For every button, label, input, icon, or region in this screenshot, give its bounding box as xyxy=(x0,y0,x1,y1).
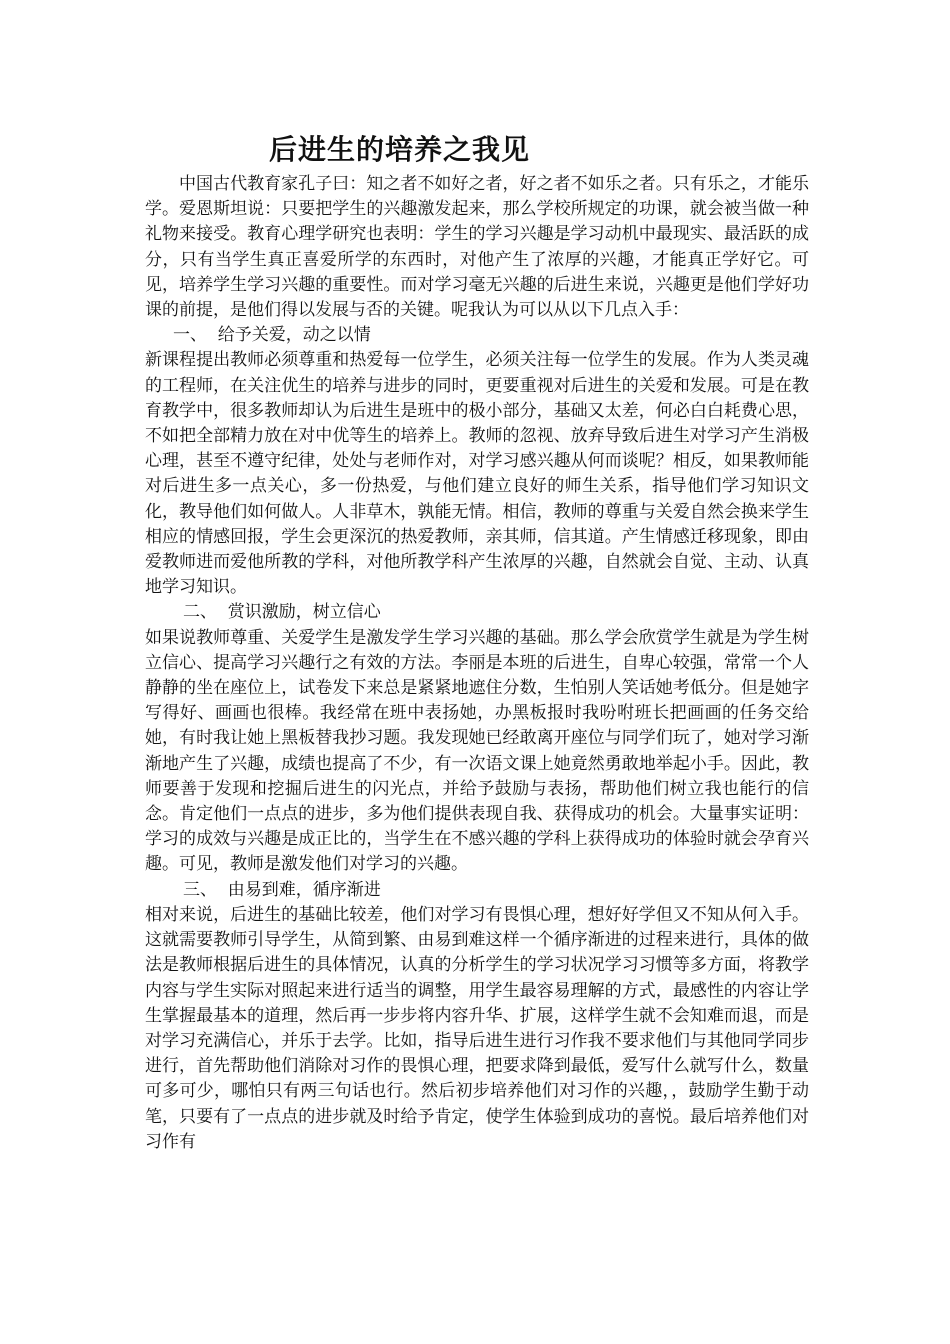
document-title: 后进生的培养之我见 xyxy=(269,133,531,166)
intro-paragraph: 中国古代教育家孔子曰：知之者不如好之者，好之者不如乐之者。只有乐之，才能乐学。爱恩斯坦说：只要把学生的兴趣激发起来，那么学校所规定的功课，就会被当做一种礼物来接受。教育心理学研究也表明：学生的学习兴趣是学习动机中最现实、最活跃的成分，只有当学生真正喜爱所学的东西时，对他产生了浓厚的兴趣，才能真正学好它。可见，培养学生学习兴趣的重要性。而对学习毫无兴趣的后进生来说，兴趣更是他们学好功课的前提，是他们得以发展与否的关键。呢我认为可以从以下几点入手： xyxy=(145,174,809,321)
section-body-1: 新课程提出教师必须尊重和热爱每一位学生，必须关注每一位学生的发展。作为人类灵魂的工程师，在关注优生的培养与进步的同时，更要重视对后进生的关爱和发展。可是在教育教学中，很多教师却认为后进生是班中的极小部分，基础又太差，何必白白耗费心思，不如把全部精力放在对中优等生的培养上。教师的忽视、放弃导致后进生对学习产生消极心理，甚至不遵守纪律，处处与老师作对，对学习感兴趣从何而谈呢？相反，如果教师能对后进生多一点关心，多一份热爱，与他们建立良好的师生关系，指导他们学习知识文化，教导他们如何做人。人非草木，孰能无情。相信，教师的尊重与关爱自然会换来学生相应的情感回报，学生会更深沉的热爱教师，亲其师，信其道。产生情感迁移现象，即由爱教师进而爱他所教的学科，对他所教学科产生浓厚的兴趣，自然就会自觉、主动、认真地学习知识。 xyxy=(145,350,809,598)
section-body-3: 相对来说，后进生的基础比较差，他们对学习有畏惧心理，想好好学但又不知从何入手。这就需要教师引导学生，从简到繁、由易到难这样一个循序渐进的过程来进行，具体的做法是教师根据后进生的具体情况，认真的分析学生的学习状况学习习惯等多方面，将教学内容与学生实际对照起来进行适当的调整，用学生最容易理解的方式，最感性的内容让学生掌握最基本的道理，然后再一步步将内容升华、扩展，这样学生就不会知难而退，而是对学习充满信心，并乐于去学。比如，指导后进生进行习作我不要求他们与其他同学同步进行，首先帮助他们消除对习作的畏惧心理，把要求降到最低，爱写什么就写什么，数量可多可少，哪怕只有两三句话也行。然后初步培养他们对习作的兴趣，，鼓励学生勤于动笔，只要有了一点点的进步就及时给予肯定，使学生体验到成功的喜悦。最后培养他们对习作有 xyxy=(145,904,809,1152)
section-heading-3: 三、 由易到难，循序渐进 xyxy=(183,879,381,900)
document-body xyxy=(145,172,809,1155)
section-heading-2: 二、 赏识激励，树立信心 xyxy=(183,602,381,623)
section-heading-1: 一、 给予关爱，动之以情 xyxy=(173,325,371,346)
section-body-2: 如果说教师尊重、关爱学生是激发学生学习兴趣的基础。那么学会欣赏学生就是为学生树立信心、提高学习兴趣行之有效的方法。李丽是本班的后进生，自卑心较强，常常一个人静静的坐在座位上，试卷发下来总是紧紧地遮住分数，生怕别人笑话她考低分。但是她字写得好、画画也很棒。我经常在班中表扬她，办黑板报时我吩咐班长把画画的任务交给她，有时我让她上黑板替我抄习题。我发现她已经敢离开座位与同学们玩了，她对学习渐渐地产生了兴趣，成绩也提高了不少，有一次语文课上她竟然勇敢地举起小手。因此，教师要善于发现和挖掘后进生的闪光点，并给予鼓励与表扬，帮助他们树立我也能行的信念。肯定他们一点点的进步，多为他们提供表现自我、获得成功的机会。大量事实证明：学习的成效与兴趣是成正比的，当学生在不感兴趣的学科上获得成功的体验时就会孕育兴趣。可见，教师是激发他们对学习的兴趣。 xyxy=(145,627,809,875)
